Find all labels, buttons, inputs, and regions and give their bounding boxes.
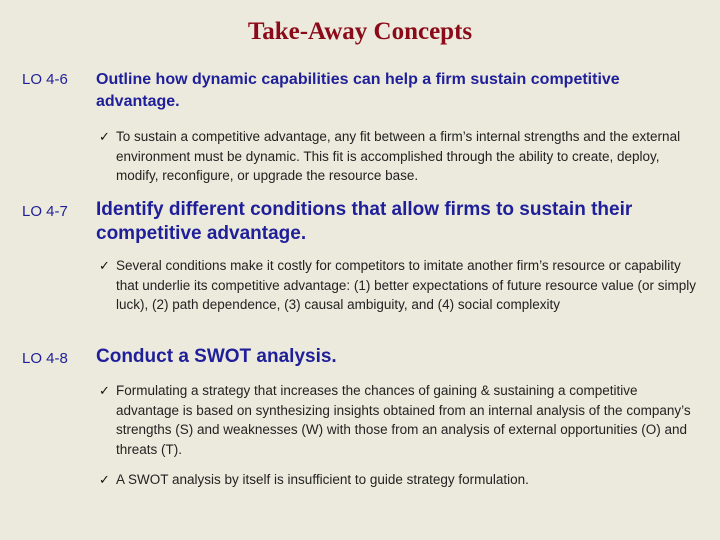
lo-code: LO 4-7 <box>22 203 68 220</box>
slide-title: Take-Away Concepts <box>247 18 473 45</box>
bullet-text: Formulating a strategy that increases the chances of gaining & sustaining a competitive advantage is based on synthesizing insights obtained from an internal analysis of the company’s strengths (S) and weaknesses (W) with those from an analysis of external opportunities (O) and threats (T). <box>116 383 691 457</box>
lo-code: LO 4-6 <box>22 71 68 88</box>
check-mark-icon: ✓ <box>99 259 110 274</box>
lo-heading: Identify different conditions that allow firms to sustain their competitive advantage. <box>96 199 633 244</box>
bullet-text: To sustain a competitive advantage, any fit between a firm’s internal strengths and the external environment must be dynamic. This fit is accomplished through the ability to create, deploy, modify, reconfigure, or upgrade the resource base. <box>116 129 681 183</box>
lo-code: LO 4-8 <box>22 350 68 367</box>
bullet-text: Several conditions make it costly for competitors to imitate another firm’s resource or capability that underlie its competitive advantage: (1) better expectations of future resource value (or simply luck), (2) path dependence, (3) causal ambiguity, and (4) social complexity <box>116 258 697 312</box>
lo-heading: Conduct a SWOT analysis. <box>96 346 337 367</box>
bullet-text: A SWOT analysis by itself is insufficient to guide strategy formulation. <box>116 472 529 487</box>
check-mark-icon: ✓ <box>99 130 110 145</box>
lo-heading: Outline how dynamic capabilities can help a firm sustain competitive advantage. <box>96 71 620 110</box>
check-mark-icon: ✓ <box>99 473 110 488</box>
check-mark-icon: ✓ <box>99 384 110 399</box>
